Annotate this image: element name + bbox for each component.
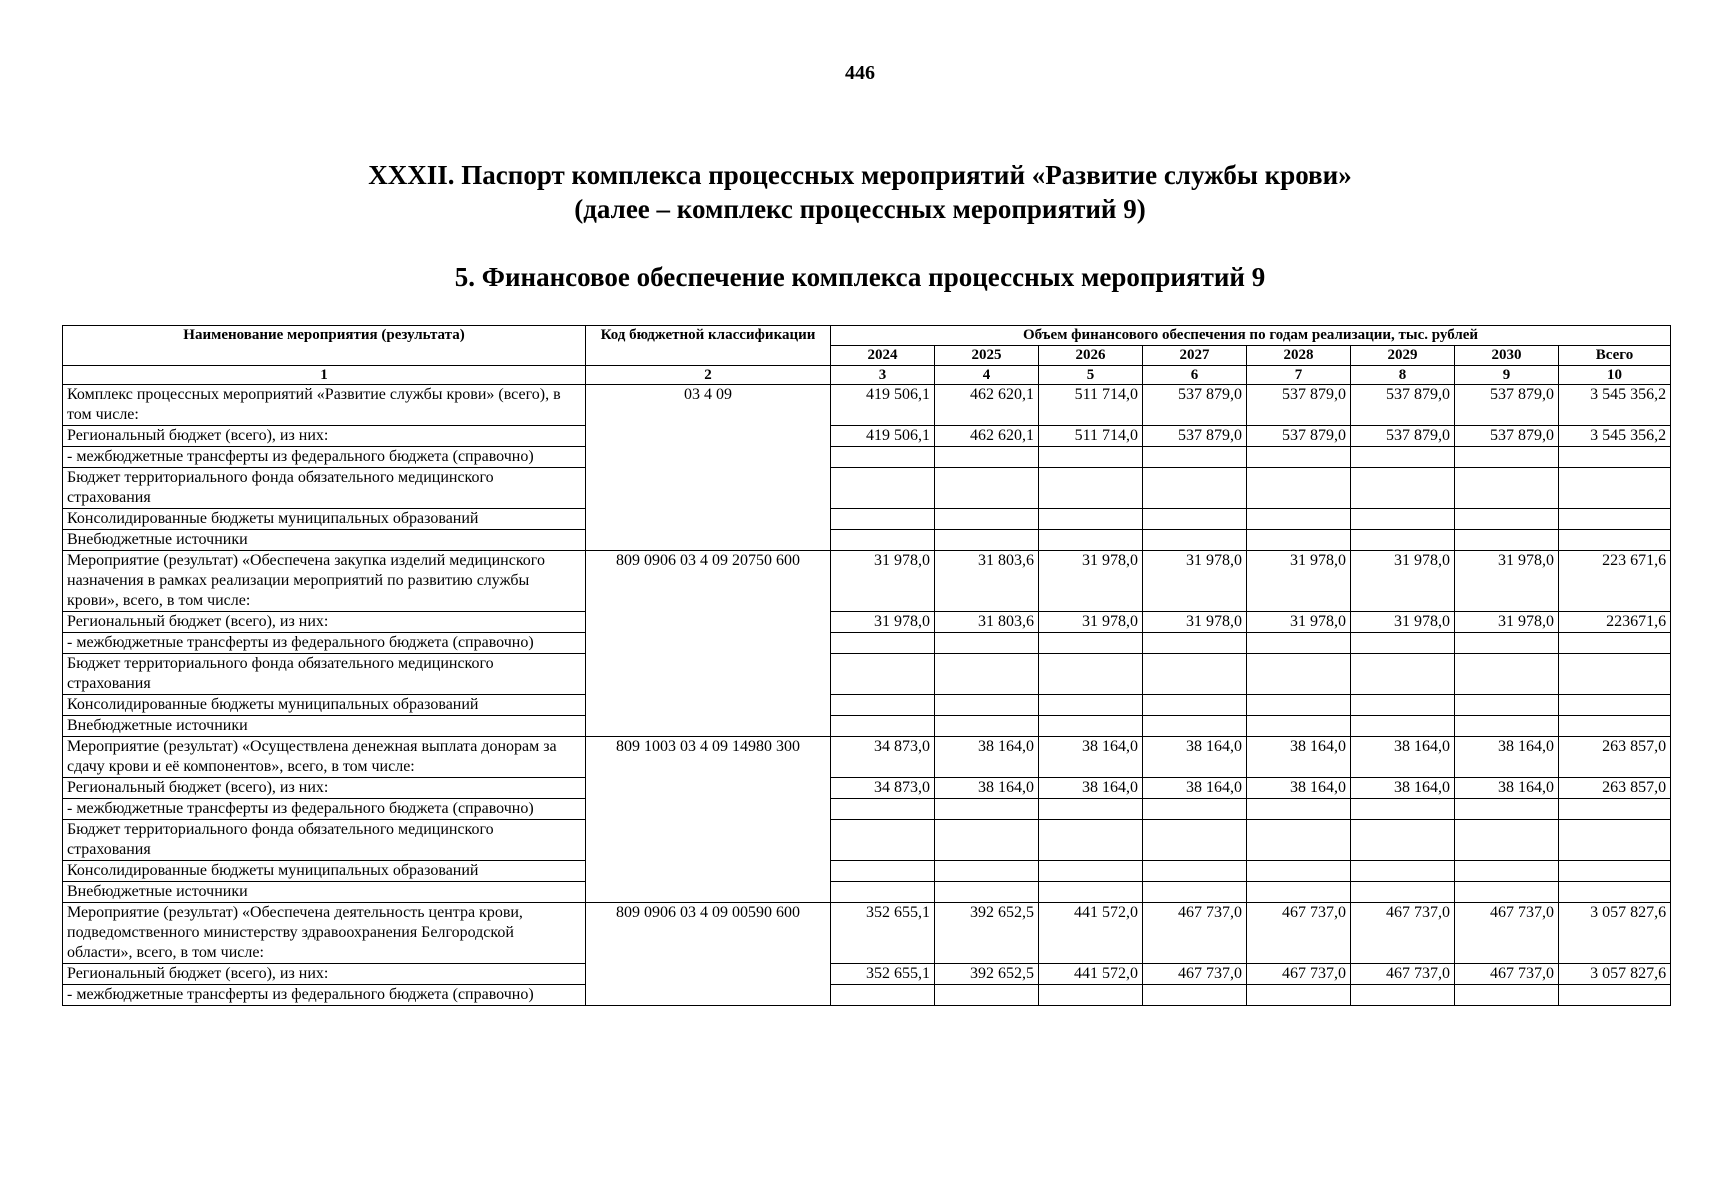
value-cell	[1455, 654, 1559, 695]
value-cell	[1039, 820, 1143, 861]
value-cell	[1455, 716, 1559, 737]
value-cell	[1039, 509, 1143, 530]
value-cell: 38 164,0	[1351, 737, 1455, 778]
value-cell	[935, 716, 1039, 737]
value-cell	[1455, 882, 1559, 903]
value-cell: 38 164,0	[1143, 737, 1247, 778]
value-cell	[831, 695, 935, 716]
header-year: 2025	[935, 346, 1039, 366]
column-number: 9	[1455, 366, 1559, 385]
row-name: Бюджет территориального фонда обязательного медицинского страхования	[63, 820, 586, 861]
value-cell: 467 737,0	[1143, 964, 1247, 985]
value-cell	[831, 633, 935, 654]
header-year: 2027	[1143, 346, 1247, 366]
value-cell	[1351, 509, 1455, 530]
table-row	[63, 799, 1671, 820]
value-cell: 31 978,0	[831, 612, 935, 633]
value-cell	[935, 882, 1039, 903]
value-cell: 467 737,0	[1455, 903, 1559, 964]
document-title	[0, 158, 1720, 226]
value-cell	[1247, 633, 1351, 654]
value-cell: 467 737,0	[1455, 964, 1559, 985]
value-total	[1559, 716, 1671, 737]
table-row	[63, 737, 1671, 778]
value-cell: 537 879,0	[1351, 385, 1455, 426]
value-total	[1559, 861, 1671, 882]
table-row	[63, 964, 1671, 985]
table-row	[63, 633, 1671, 654]
value-cell: 467 737,0	[1143, 903, 1247, 964]
value-cell: 467 737,0	[1351, 964, 1455, 985]
value-cell: 537 879,0	[1143, 426, 1247, 447]
value-cell	[1455, 985, 1559, 1006]
value-cell	[1351, 820, 1455, 861]
value-cell: 537 879,0	[1143, 385, 1247, 426]
value-cell: 511 714,0	[1039, 426, 1143, 447]
table-row	[63, 447, 1671, 468]
row-name: Региональный бюджет (всего), из них:	[63, 964, 586, 985]
row-name: Региональный бюджет (всего), из них:	[63, 612, 586, 633]
value-cell	[1455, 799, 1559, 820]
value-cell	[1247, 654, 1351, 695]
row-name: Внебюджетные источники	[63, 530, 586, 551]
table-row	[63, 861, 1671, 882]
value-cell	[1143, 447, 1247, 468]
title-line-1: XXXII. Паспорт комплекса процессных мероприятий «Развитие службы крови»	[368, 160, 1352, 190]
value-total	[1559, 799, 1671, 820]
value-cell: 38 164,0	[1143, 778, 1247, 799]
value-total	[1559, 985, 1671, 1006]
value-cell: 352 655,1	[831, 964, 935, 985]
value-cell	[1039, 530, 1143, 551]
header-year: 2026	[1039, 346, 1143, 366]
row-name: Консолидированные бюджеты муниципальных образований	[63, 695, 586, 716]
value-cell: 38 164,0	[1247, 778, 1351, 799]
table-row	[63, 882, 1671, 903]
row-name: Бюджет территориального фонда обязательного медицинского страхования	[63, 468, 586, 509]
budget-code: 809 0906 03 4 09 20750 600	[586, 551, 831, 737]
value-cell: 462 620,1	[935, 426, 1039, 447]
column-number: 1	[63, 366, 586, 385]
value-cell	[1039, 695, 1143, 716]
value-cell	[831, 985, 935, 1006]
value-cell	[1247, 985, 1351, 1006]
value-cell: 352 655,1	[831, 903, 935, 964]
value-cell	[1247, 882, 1351, 903]
table-row	[63, 985, 1671, 1006]
value-cell: 392 652,5	[935, 964, 1039, 985]
value-cell	[935, 633, 1039, 654]
budget-code: 809 1003 03 4 09 14980 300	[586, 737, 831, 903]
value-cell: 38 164,0	[935, 778, 1039, 799]
value-cell	[1351, 861, 1455, 882]
value-cell	[1455, 509, 1559, 530]
value-cell	[1247, 799, 1351, 820]
row-name: Бюджет территориального фонда обязательного медицинского страхования	[63, 654, 586, 695]
value-cell: 467 737,0	[1247, 964, 1351, 985]
value-cell	[1039, 799, 1143, 820]
budget-code: 03 4 09	[586, 385, 831, 551]
value-cell: 31 978,0	[1247, 612, 1351, 633]
value-cell: 537 879,0	[1351, 426, 1455, 447]
value-cell	[1143, 820, 1247, 861]
value-cell: 537 879,0	[1455, 426, 1559, 447]
value-cell: 31 978,0	[831, 551, 935, 612]
column-number: 8	[1351, 366, 1455, 385]
value-total	[1559, 820, 1671, 861]
value-cell	[831, 799, 935, 820]
value-cell: 38 164,0	[935, 737, 1039, 778]
value-cell	[1247, 695, 1351, 716]
value-cell	[1039, 716, 1143, 737]
column-number: 7	[1247, 366, 1351, 385]
value-cell	[1247, 861, 1351, 882]
value-cell: 31 978,0	[1455, 612, 1559, 633]
value-cell	[1143, 530, 1247, 551]
header-year: 2024	[831, 346, 935, 366]
value-cell: 31 803,6	[935, 612, 1039, 633]
row-name: Консолидированные бюджеты муниципальных образований	[63, 861, 586, 882]
budget-code: 809 0906 03 4 09 00590 600	[586, 903, 831, 1006]
value-total	[1559, 509, 1671, 530]
value-cell	[1351, 530, 1455, 551]
value-total: 3 057 827,6	[1559, 903, 1671, 964]
table-row	[63, 903, 1671, 964]
value-cell: 537 879,0	[1247, 426, 1351, 447]
row-name: Региональный бюджет (всего), из них:	[63, 426, 586, 447]
table-row	[63, 551, 1671, 612]
column-number: 10	[1559, 366, 1671, 385]
value-cell	[1351, 468, 1455, 509]
value-cell: 31 978,0	[1455, 551, 1559, 612]
value-cell: 34 873,0	[831, 778, 935, 799]
value-cell: 467 737,0	[1351, 903, 1455, 964]
value-cell: 38 164,0	[1039, 737, 1143, 778]
value-cell	[1351, 447, 1455, 468]
value-cell	[831, 882, 935, 903]
value-cell	[1247, 447, 1351, 468]
value-cell	[1143, 861, 1247, 882]
value-cell	[1351, 695, 1455, 716]
column-number: 5	[1039, 366, 1143, 385]
value-cell	[1351, 882, 1455, 903]
column-number: 4	[935, 366, 1039, 385]
value-cell: 392 652,5	[935, 903, 1039, 964]
value-cell	[1143, 509, 1247, 530]
page-number: 446	[845, 62, 875, 84]
value-cell	[831, 861, 935, 882]
value-cell	[1351, 633, 1455, 654]
value-cell	[1143, 633, 1247, 654]
value-cell: 31 978,0	[1143, 612, 1247, 633]
value-cell	[1143, 716, 1247, 737]
value-cell	[1247, 530, 1351, 551]
value-cell: 31 803,6	[935, 551, 1039, 612]
value-cell	[935, 799, 1039, 820]
value-cell: 511 714,0	[1039, 385, 1143, 426]
table-row	[63, 530, 1671, 551]
value-total: 3 057 827,6	[1559, 964, 1671, 985]
value-cell	[831, 468, 935, 509]
value-cell	[831, 530, 935, 551]
value-cell	[1455, 633, 1559, 654]
value-cell	[935, 447, 1039, 468]
value-cell	[935, 820, 1039, 861]
table-row	[63, 612, 1671, 633]
row-name: - межбюджетные трансферты из федерального бюджета (справочно)	[63, 633, 586, 654]
value-cell: 31 978,0	[1039, 612, 1143, 633]
value-cell	[1455, 820, 1559, 861]
value-cell	[1143, 882, 1247, 903]
value-total: 223671,6	[1559, 612, 1671, 633]
value-cell	[1143, 985, 1247, 1006]
table-row	[63, 654, 1671, 695]
value-cell	[1143, 695, 1247, 716]
value-cell: 31 978,0	[1039, 551, 1143, 612]
value-cell	[831, 716, 935, 737]
table-row	[63, 820, 1671, 861]
value-cell: 462 620,1	[935, 385, 1039, 426]
header-code: Код бюджетной классификации	[586, 326, 831, 366]
value-cell: 419 506,1	[831, 385, 935, 426]
value-cell: 38 164,0	[1039, 778, 1143, 799]
header-name: Наименование мероприятия (результата)	[63, 326, 586, 366]
row-name: Мероприятие (результат) «Обеспечена закупка изделий медицинского назначения в рамках реализации мероприятий по развитию службы крови», всего, в том числе:	[63, 551, 586, 612]
row-name: Региональный бюджет (всего), из них:	[63, 778, 586, 799]
value-cell	[1247, 716, 1351, 737]
value-cell	[935, 861, 1039, 882]
value-cell: 441 572,0	[1039, 903, 1143, 964]
header-year: 2029	[1351, 346, 1455, 366]
value-cell	[1039, 882, 1143, 903]
value-cell	[1351, 985, 1455, 1006]
value-total	[1559, 633, 1671, 654]
row-name: Мероприятие (результат) «Обеспечена деятельность центра крови, подведомственного министерству здравоохранения Белгородской области», всего, в том числе:	[63, 903, 586, 964]
value-total: 263 857,0	[1559, 737, 1671, 778]
value-cell	[1455, 447, 1559, 468]
value-cell	[935, 530, 1039, 551]
header-total: Всего	[1559, 346, 1671, 366]
value-cell	[831, 654, 935, 695]
value-cell: 31 978,0	[1143, 551, 1247, 612]
title-line-2: (далее – комплекс процессных мероприятий 9)	[574, 194, 1146, 224]
row-name: Комплекс процессных мероприятий «Развитие службы крови» (всего), в том числе:	[63, 385, 586, 426]
value-cell	[1247, 468, 1351, 509]
table-row	[63, 695, 1671, 716]
value-cell	[1351, 799, 1455, 820]
value-cell	[1039, 447, 1143, 468]
value-cell	[1247, 509, 1351, 530]
value-cell: 31 978,0	[1351, 612, 1455, 633]
value-cell: 31 978,0	[1351, 551, 1455, 612]
value-cell	[1143, 468, 1247, 509]
value-cell	[935, 985, 1039, 1006]
value-cell	[1455, 861, 1559, 882]
value-cell: 34 873,0	[831, 737, 935, 778]
row-name: Консолидированные бюджеты муниципальных образований	[63, 509, 586, 530]
table-row	[63, 385, 1671, 426]
table-row	[63, 509, 1671, 530]
header-year: 2028	[1247, 346, 1351, 366]
table-body	[63, 385, 1671, 1006]
header-volume: Объем финансового обеспечения по годам реализации, тыс. рублей	[831, 326, 1671, 346]
financing-table	[62, 325, 1671, 1006]
column-number: 6	[1143, 366, 1247, 385]
value-cell	[935, 695, 1039, 716]
row-name: - межбюджетные трансферты из федерального бюджета (справочно)	[63, 985, 586, 1006]
value-total	[1559, 530, 1671, 551]
value-cell: 537 879,0	[1247, 385, 1351, 426]
value-cell: 31 978,0	[1247, 551, 1351, 612]
value-cell: 38 164,0	[1247, 737, 1351, 778]
value-cell	[1143, 799, 1247, 820]
value-cell: 441 572,0	[1039, 964, 1143, 985]
value-cell	[935, 468, 1039, 509]
value-total	[1559, 468, 1671, 509]
value-cell	[1351, 654, 1455, 695]
value-total: 3 545 356,2	[1559, 385, 1671, 426]
table-row	[63, 716, 1671, 737]
value-cell	[1455, 468, 1559, 509]
table-row	[63, 426, 1671, 447]
value-cell	[1039, 861, 1143, 882]
value-cell	[831, 447, 935, 468]
value-cell	[1351, 716, 1455, 737]
value-total	[1559, 654, 1671, 695]
value-cell: 38 164,0	[1455, 737, 1559, 778]
value-cell	[831, 820, 935, 861]
table-row	[63, 468, 1671, 509]
row-name: - межбюджетные трансферты из федерального бюджета (справочно)	[63, 447, 586, 468]
value-cell	[1039, 985, 1143, 1006]
value-total: 3 545 356,2	[1559, 426, 1671, 447]
value-total	[1559, 447, 1671, 468]
value-cell	[1039, 468, 1143, 509]
section-subtitle: 5. Финансовое обеспечение комплекса процессных мероприятий 9	[454, 262, 1266, 292]
row-name: - межбюджетные трансферты из федерального бюджета (справочно)	[63, 799, 586, 820]
value-cell: 38 164,0	[1351, 778, 1455, 799]
value-total	[1559, 882, 1671, 903]
value-cell: 537 879,0	[1455, 385, 1559, 426]
value-cell	[1455, 695, 1559, 716]
value-cell	[935, 509, 1039, 530]
row-name: Внебюджетные источники	[63, 716, 586, 737]
row-name: Мероприятие (результат) «Осуществлена денежная выплата донорам за сдачу крови и её компонентов», всего, в том числе:	[63, 737, 586, 778]
column-number: 3	[831, 366, 935, 385]
value-cell	[1247, 820, 1351, 861]
row-name: Внебюджетные источники	[63, 882, 586, 903]
value-cell	[935, 654, 1039, 695]
value-cell	[1455, 530, 1559, 551]
value-total	[1559, 695, 1671, 716]
value-total: 223 671,6	[1559, 551, 1671, 612]
column-number: 2	[586, 366, 831, 385]
value-cell: 419 506,1	[831, 426, 935, 447]
table-row	[63, 778, 1671, 799]
value-cell	[831, 509, 935, 530]
header-year: 2030	[1455, 346, 1559, 366]
value-cell	[1143, 654, 1247, 695]
value-cell: 467 737,0	[1247, 903, 1351, 964]
value-cell	[1039, 633, 1143, 654]
value-cell	[1039, 654, 1143, 695]
value-cell: 38 164,0	[1455, 778, 1559, 799]
value-total: 263 857,0	[1559, 778, 1671, 799]
